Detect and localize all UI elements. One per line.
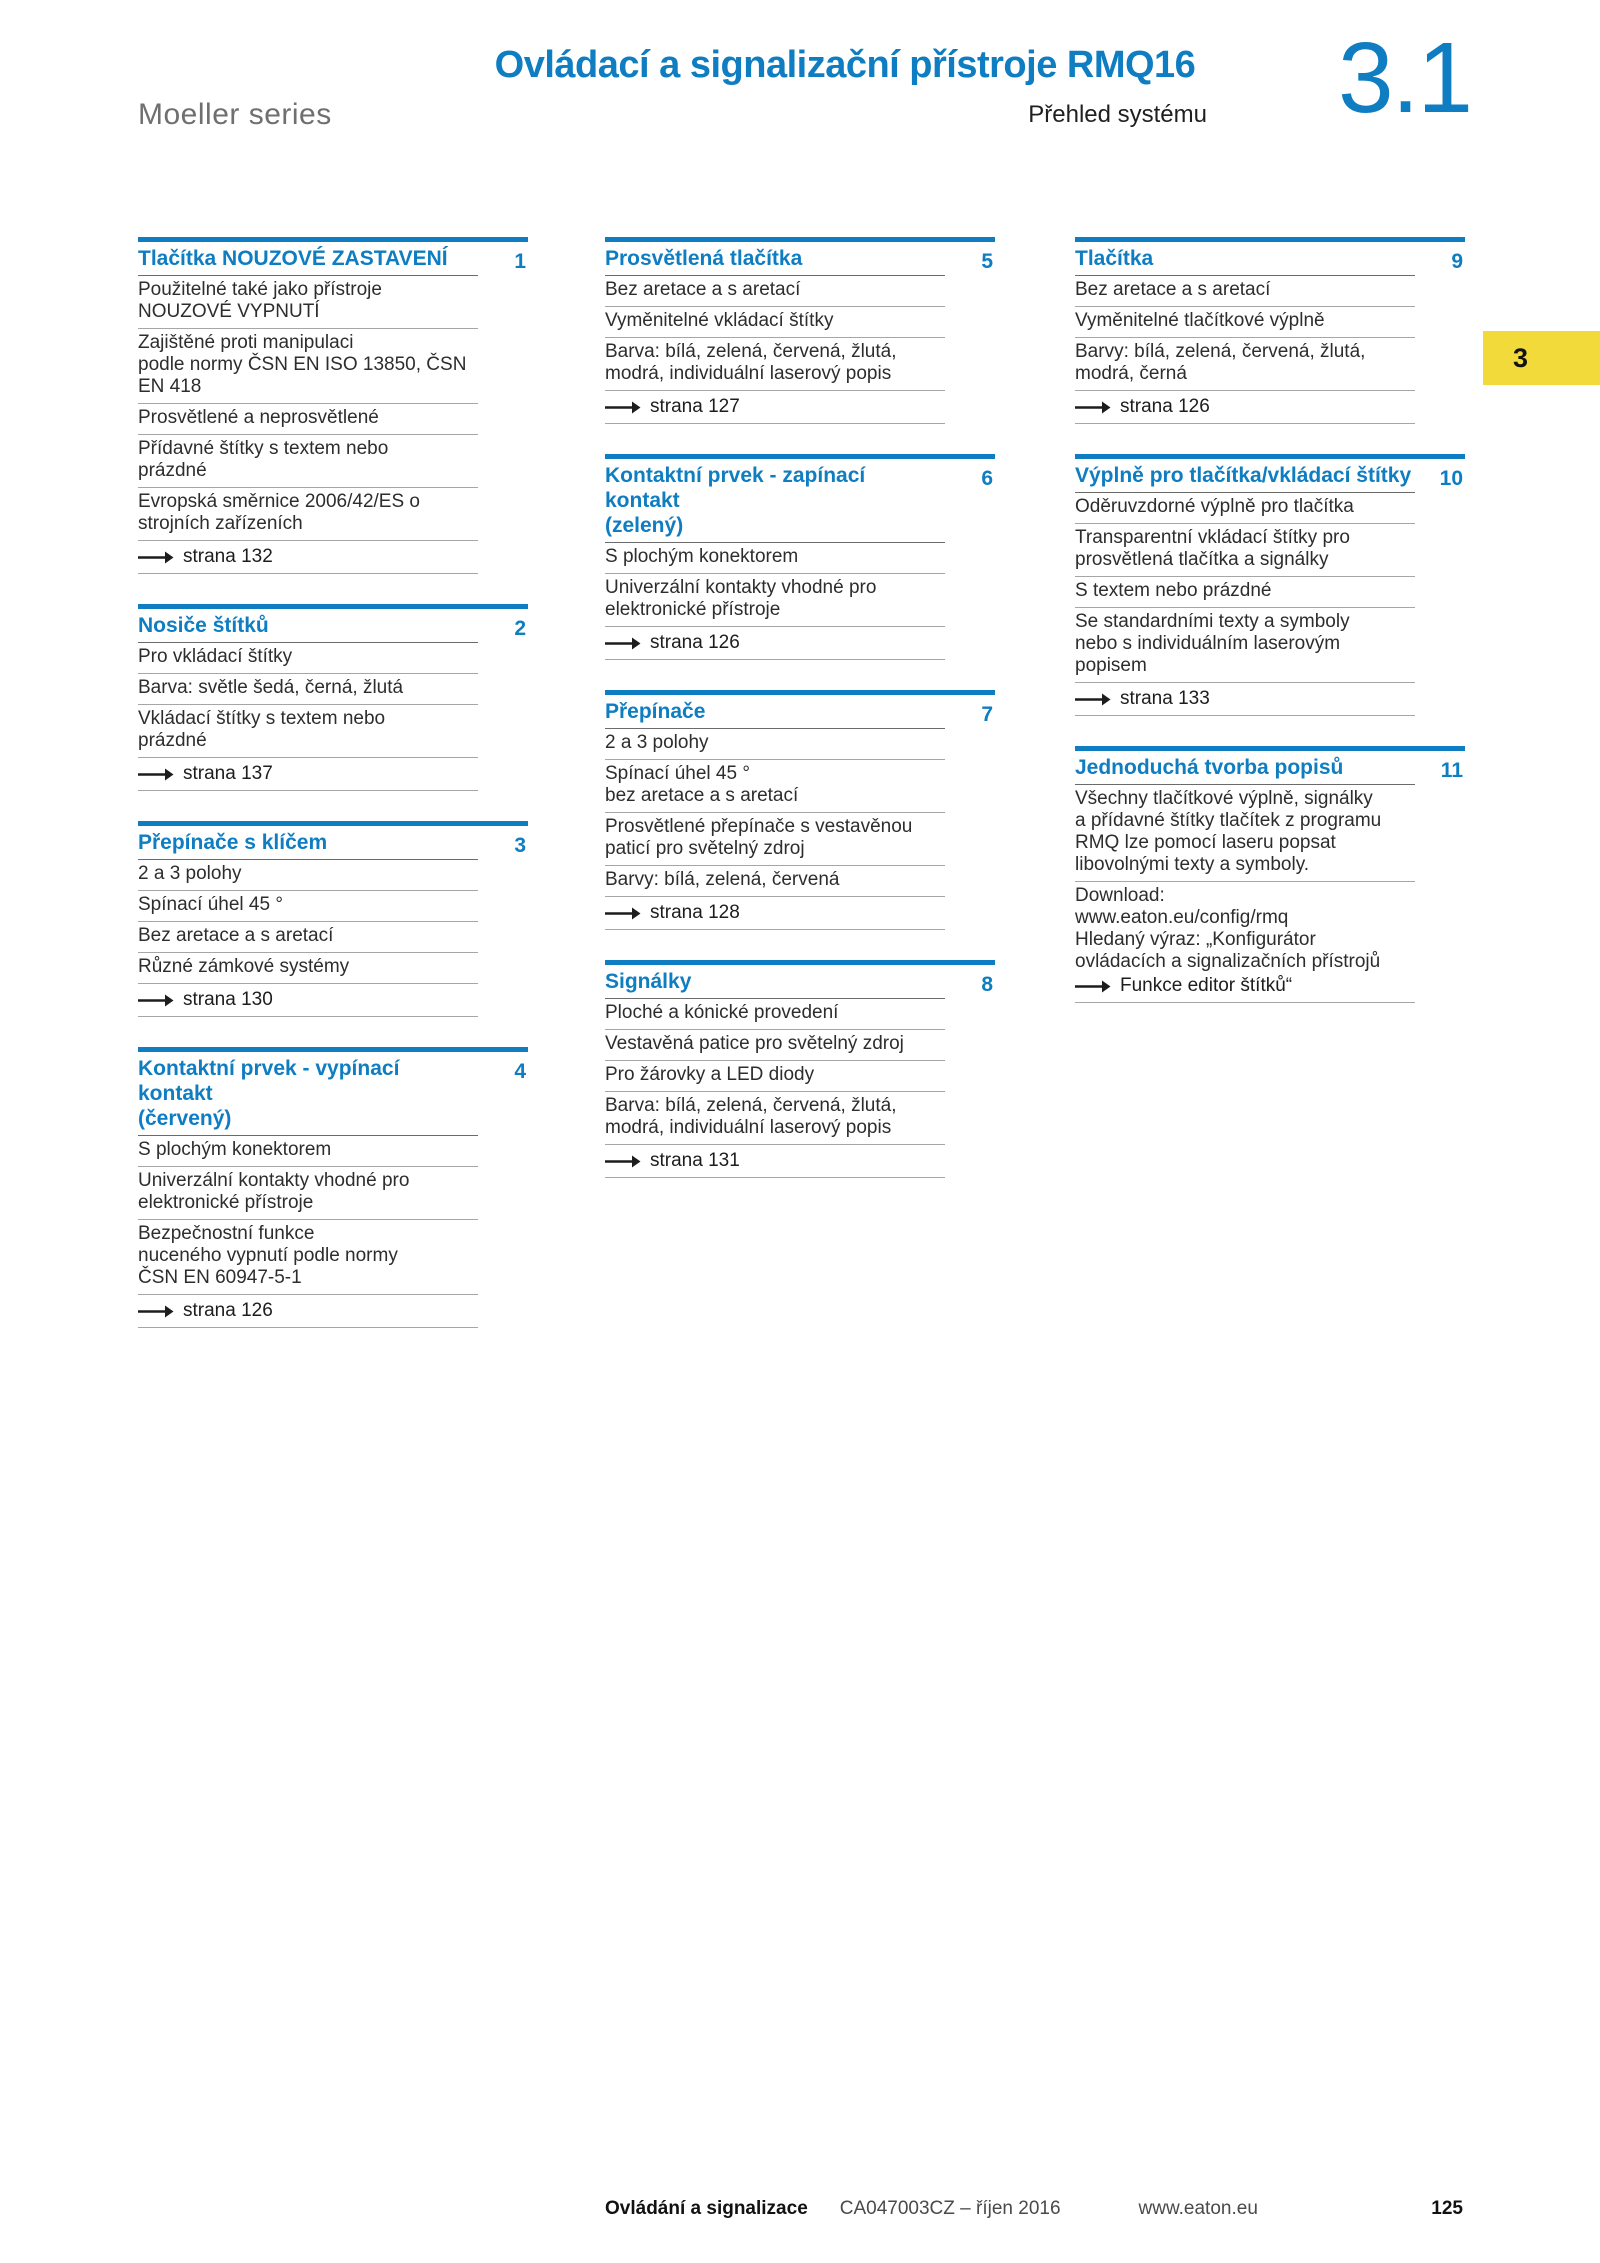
feature-item: [605, 338, 945, 391]
feature-item: [605, 307, 945, 338]
feature-line: Spínací úhel 45 °: [138, 894, 283, 915]
feature-item: [1075, 338, 1415, 391]
feature-item: [1075, 493, 1415, 524]
section-title: Tlačítka NOUZOVÉ ZASTAVENÍ: [138, 247, 448, 270]
page-subtitle: Přehled systému: [1028, 101, 1207, 128]
feature-line: popisem: [1075, 655, 1147, 676]
page-link-label: strana 137: [183, 763, 273, 784]
page-link[interactable]: [605, 630, 945, 654]
feature-line: NOUZOVÉ VYPNUTÍ: [138, 301, 320, 322]
feature-line: prosvětlená tlačítka a signálky: [1075, 549, 1329, 570]
feature-line: strojních zařízeních: [138, 513, 303, 534]
feature-line: elektronické přístroje: [605, 599, 781, 620]
feature-line: ovládacích a signalizačních přístrojů: [1075, 951, 1381, 972]
feature-item: [138, 1295, 478, 1328]
feature-line: Se standardními texty a symboly: [1075, 611, 1350, 632]
feature-line: Evropská směrnice 2006/42/ES o: [138, 491, 420, 512]
section-title: Přepínače: [605, 700, 706, 723]
section-number: 1: [514, 250, 526, 273]
feature-item: [605, 897, 945, 930]
feature-item: [138, 758, 478, 791]
feature-item: [138, 922, 478, 953]
section-header: [1075, 242, 1415, 276]
feature-line: Univerzální kontakty vhodné pro: [138, 1170, 410, 1191]
feature-item: [605, 627, 945, 660]
feature-line: Pro vkládací štítky: [138, 646, 293, 667]
section-header: [1075, 751, 1415, 785]
feature-line: Vkládací štítky s textem nebo: [138, 708, 386, 729]
arrow-right-icon: [138, 551, 174, 564]
feature-item: [605, 391, 945, 424]
section-number: 5: [981, 250, 993, 273]
page-link-label: strana 127: [650, 396, 740, 417]
feature-item: [1075, 882, 1415, 1003]
feature-line: Bez aretace a s aretací: [138, 925, 334, 946]
section-header: [605, 695, 945, 729]
page-link[interactable]: [605, 900, 945, 924]
footer-page-number: 125: [1431, 2198, 1463, 2219]
page-link[interactable]: [1075, 973, 1415, 997]
feature-item: [605, 543, 945, 574]
section-header: [138, 826, 478, 860]
section-number: 3: [514, 834, 526, 857]
section-7: [605, 690, 995, 930]
feature-line: Barvy: bílá, zelená, červená, žlutá,: [1075, 341, 1366, 362]
page-link[interactable]: [138, 544, 478, 568]
feature-item: [1075, 683, 1415, 716]
feature-item: [138, 329, 478, 404]
page-title: Ovládací a signalizační přístroje RMQ16: [494, 44, 1196, 86]
feature-item: [605, 760, 945, 813]
page-link[interactable]: [138, 761, 478, 785]
section-header: [138, 242, 478, 276]
feature-item: [138, 1167, 478, 1220]
feature-line: Vyměnitelné vkládací štítky: [605, 310, 834, 331]
feature-line: 2 a 3 polohy: [605, 732, 709, 753]
section-6: [605, 454, 995, 660]
feature-line: S plochým konektorem: [138, 1139, 332, 1160]
feature-item: [138, 953, 478, 984]
feature-line: paticí pro světelný zdroj: [605, 838, 805, 859]
page-link[interactable]: [605, 394, 945, 418]
feature-item: [138, 276, 478, 329]
section-title: Tlačítka: [1075, 247, 1154, 270]
page-link[interactable]: [1075, 686, 1415, 710]
feature-line: a přídavné štítky tlačítek z programu: [1075, 810, 1382, 831]
feature-line: podle normy ČSN EN ISO 13850, ČSN: [138, 354, 467, 375]
feature-line: Univerzální kontakty vhodné pro: [605, 577, 877, 598]
column-1: [138, 237, 528, 1358]
feature-item: [605, 1092, 945, 1145]
feature-line: elektronické přístroje: [138, 1192, 314, 1213]
feature-item: [138, 860, 478, 891]
page-link-label: strana 130: [183, 989, 273, 1010]
feature-line: Zajištěné proti manipulaci: [138, 332, 354, 353]
page-link-label: strana 126: [183, 1300, 273, 1321]
feature-item: [605, 574, 945, 627]
arrow-right-icon: [1075, 980, 1111, 993]
feature-item: [605, 276, 945, 307]
section-number: 11: [1440, 759, 1463, 782]
footer-url[interactable]: www.eaton.eu: [1138, 2198, 1258, 2219]
section-title: Kontaktní prvek - vypínací kontakt: [138, 1057, 400, 1105]
section-header: [138, 1052, 478, 1136]
thumb-index-label: 3: [1513, 342, 1529, 373]
section-number: 8: [981, 973, 993, 996]
thumb-index-tab: [1483, 331, 1600, 385]
section-header: [138, 609, 478, 643]
section-10: [1075, 454, 1465, 716]
arrow-right-icon: [138, 1305, 174, 1318]
section-title: Signálky: [605, 970, 692, 993]
section-8: [605, 960, 995, 1178]
section-header: [605, 965, 945, 999]
feature-line: modrá, individuální laserový popis: [605, 1117, 892, 1138]
arrow-right-icon: [1075, 401, 1111, 414]
page-link-label: strana 126: [1120, 396, 1210, 417]
feature-line: Použitelné také jako přístroje: [138, 279, 382, 300]
feature-item: [605, 729, 945, 760]
section-5: [605, 237, 995, 424]
feature-item: [1075, 785, 1415, 882]
arrow-right-icon: [605, 1155, 641, 1168]
feature-item: [138, 891, 478, 922]
feature-line: www.eaton.eu/config/rmq: [1075, 907, 1289, 928]
section-title: Jednoduchá tvorba popisů: [1075, 756, 1344, 779]
feature-item: [1075, 391, 1415, 424]
feature-line: RMQ lze pomocí laseru popsat: [1075, 832, 1336, 853]
feature-line: Download:: [1075, 885, 1165, 906]
feature-item: [1075, 608, 1415, 683]
feature-item: [605, 813, 945, 866]
feature-line: S textem nebo prázdné: [1075, 580, 1272, 601]
section-title: Výplně pro tlačítka/vkládací štítky: [1075, 464, 1412, 487]
feature-line: prázdné: [138, 730, 207, 751]
feature-line: Hledaný výraz: „Konfigurátor: [1075, 929, 1316, 950]
page-link-label: strana 132: [183, 546, 273, 567]
page-link[interactable]: [1075, 394, 1415, 418]
section-number: 2: [514, 617, 526, 640]
section-title: (červený): [138, 1107, 232, 1130]
feature-line: Spínací úhel 45 °: [605, 763, 750, 784]
arrow-right-icon: [138, 768, 174, 781]
feature-item: [138, 404, 478, 435]
page-link[interactable]: [605, 1148, 945, 1172]
feature-item: [138, 541, 478, 574]
feature-item: [138, 674, 478, 705]
feature-item: [138, 1220, 478, 1295]
feature-line: modrá, černá: [1075, 363, 1187, 384]
feature-line: modrá, individuální laserový popis: [605, 363, 892, 384]
brand-name: Moeller series: [138, 98, 332, 131]
arrow-right-icon: [605, 401, 641, 414]
feature-line: EN 418: [138, 376, 202, 397]
feature-item: [138, 643, 478, 674]
feature-item: [138, 435, 478, 488]
feature-line: Prosvětlené přepínače s vestavěnou: [605, 816, 913, 837]
feature-line: Všechny tlačítkové výplně, signálky: [1075, 788, 1373, 809]
feature-line: Ploché a kónické provedení: [605, 1002, 839, 1023]
feature-item: [138, 984, 478, 1017]
feature-line: Pro žárovky a LED diody: [605, 1064, 815, 1085]
feature-item: [1075, 524, 1415, 577]
feature-line: Prosvětlené a neprosvětlené: [138, 407, 379, 428]
feature-line: Vyměnitelné tlačítkové výplně: [1075, 310, 1325, 331]
section-title: Nosiče štítků: [138, 614, 269, 637]
section-number: 6: [981, 467, 993, 490]
column-3: [1075, 237, 1465, 1033]
section-title: (zelený): [605, 514, 684, 537]
feature-item: [1075, 307, 1415, 338]
feature-line: Barva: bílá, zelená, červená, žlutá,: [605, 341, 897, 362]
section-header: [605, 459, 945, 543]
page-link-label: Funkce editor štítků“: [1120, 975, 1293, 996]
feature-item: [605, 1061, 945, 1092]
feature-line: nuceného vypnutí podle normy: [138, 1245, 398, 1266]
section-11: [1075, 746, 1465, 1003]
feature-line: bez aretace a s aretací: [605, 785, 799, 806]
feature-line: prázdné: [138, 460, 207, 481]
feature-item: [138, 488, 478, 541]
feature-line: nebo s individuálním laserovým: [1075, 633, 1341, 654]
section-title: Přepínače s klíčem: [138, 831, 328, 854]
arrow-right-icon: [1075, 693, 1111, 706]
feature-line: Přídavné štítky s textem nebo: [138, 438, 389, 459]
page-link-label: strana 133: [1120, 688, 1210, 709]
feature-item: [605, 1030, 945, 1061]
feature-item: [138, 705, 478, 758]
feature-line: Transparentní vkládací štítky pro: [1075, 527, 1350, 548]
section-2: [138, 604, 528, 791]
section-9: [1075, 237, 1465, 424]
feature-line: Různé zámkové systémy: [138, 956, 350, 977]
feature-item: [605, 1145, 945, 1178]
feature-line: Barva: bílá, zelená, červená, žlutá,: [605, 1095, 897, 1116]
arrow-right-icon: [138, 994, 174, 1007]
feature-line: ČSN EN 60947-5-1: [138, 1267, 302, 1288]
footer-catalog-title: Ovládání a signalizace: [605, 2198, 808, 2219]
section-number: 9: [1451, 250, 1463, 273]
feature-line: S plochým konektorem: [605, 546, 799, 567]
section-4: [138, 1047, 528, 1328]
feature-line: libovolnými texty a symboly.: [1075, 854, 1310, 875]
feature-line: Bez aretace a s aretací: [605, 279, 801, 300]
feature-line: Vestavěná patice pro světelný zdroj: [605, 1033, 904, 1054]
arrow-right-icon: [605, 637, 641, 650]
section-title: Prosvětlená tlačítka: [605, 247, 803, 270]
section-1: [138, 237, 528, 574]
page-link[interactable]: [138, 1298, 478, 1322]
section-number: 10: [1439, 467, 1463, 490]
column-2: [605, 237, 995, 1208]
page-link-label: strana 131: [650, 1150, 740, 1171]
feature-item: [1075, 276, 1415, 307]
footer-catalog-code: CA047003CZ – říjen 2016: [839, 2198, 1061, 2219]
feature-item: [605, 866, 945, 897]
page-footer: [605, 2198, 1463, 2220]
feature-item: [1075, 577, 1415, 608]
feature-line: Bezpečnostní funkce: [138, 1223, 315, 1244]
page-link[interactable]: [138, 987, 478, 1011]
section-number: 4: [514, 1060, 526, 1083]
feature-line: Bez aretace a s aretací: [1075, 279, 1271, 300]
section-3: [138, 821, 528, 1017]
feature-line: 2 a 3 polohy: [138, 863, 242, 884]
section-header: [1075, 459, 1415, 493]
section-number: 7: [981, 703, 993, 726]
section-header: [605, 242, 945, 276]
arrow-right-icon: [605, 907, 641, 920]
feature-line: Oděruvzdorné výplně pro tlačítka: [1075, 496, 1354, 517]
feature-item: [138, 1136, 478, 1167]
chapter-number: 3.1: [1338, 22, 1472, 134]
feature-line: Barva: světle šedá, černá, žlutá: [138, 677, 404, 698]
feature-line: Barvy: bílá, zelená, červená: [605, 869, 840, 890]
page-link-label: strana 126: [650, 632, 740, 653]
section-title: Kontaktní prvek - zapínací kontakt: [605, 464, 866, 512]
feature-item: [605, 999, 945, 1030]
page-link-label: strana 128: [650, 902, 740, 923]
